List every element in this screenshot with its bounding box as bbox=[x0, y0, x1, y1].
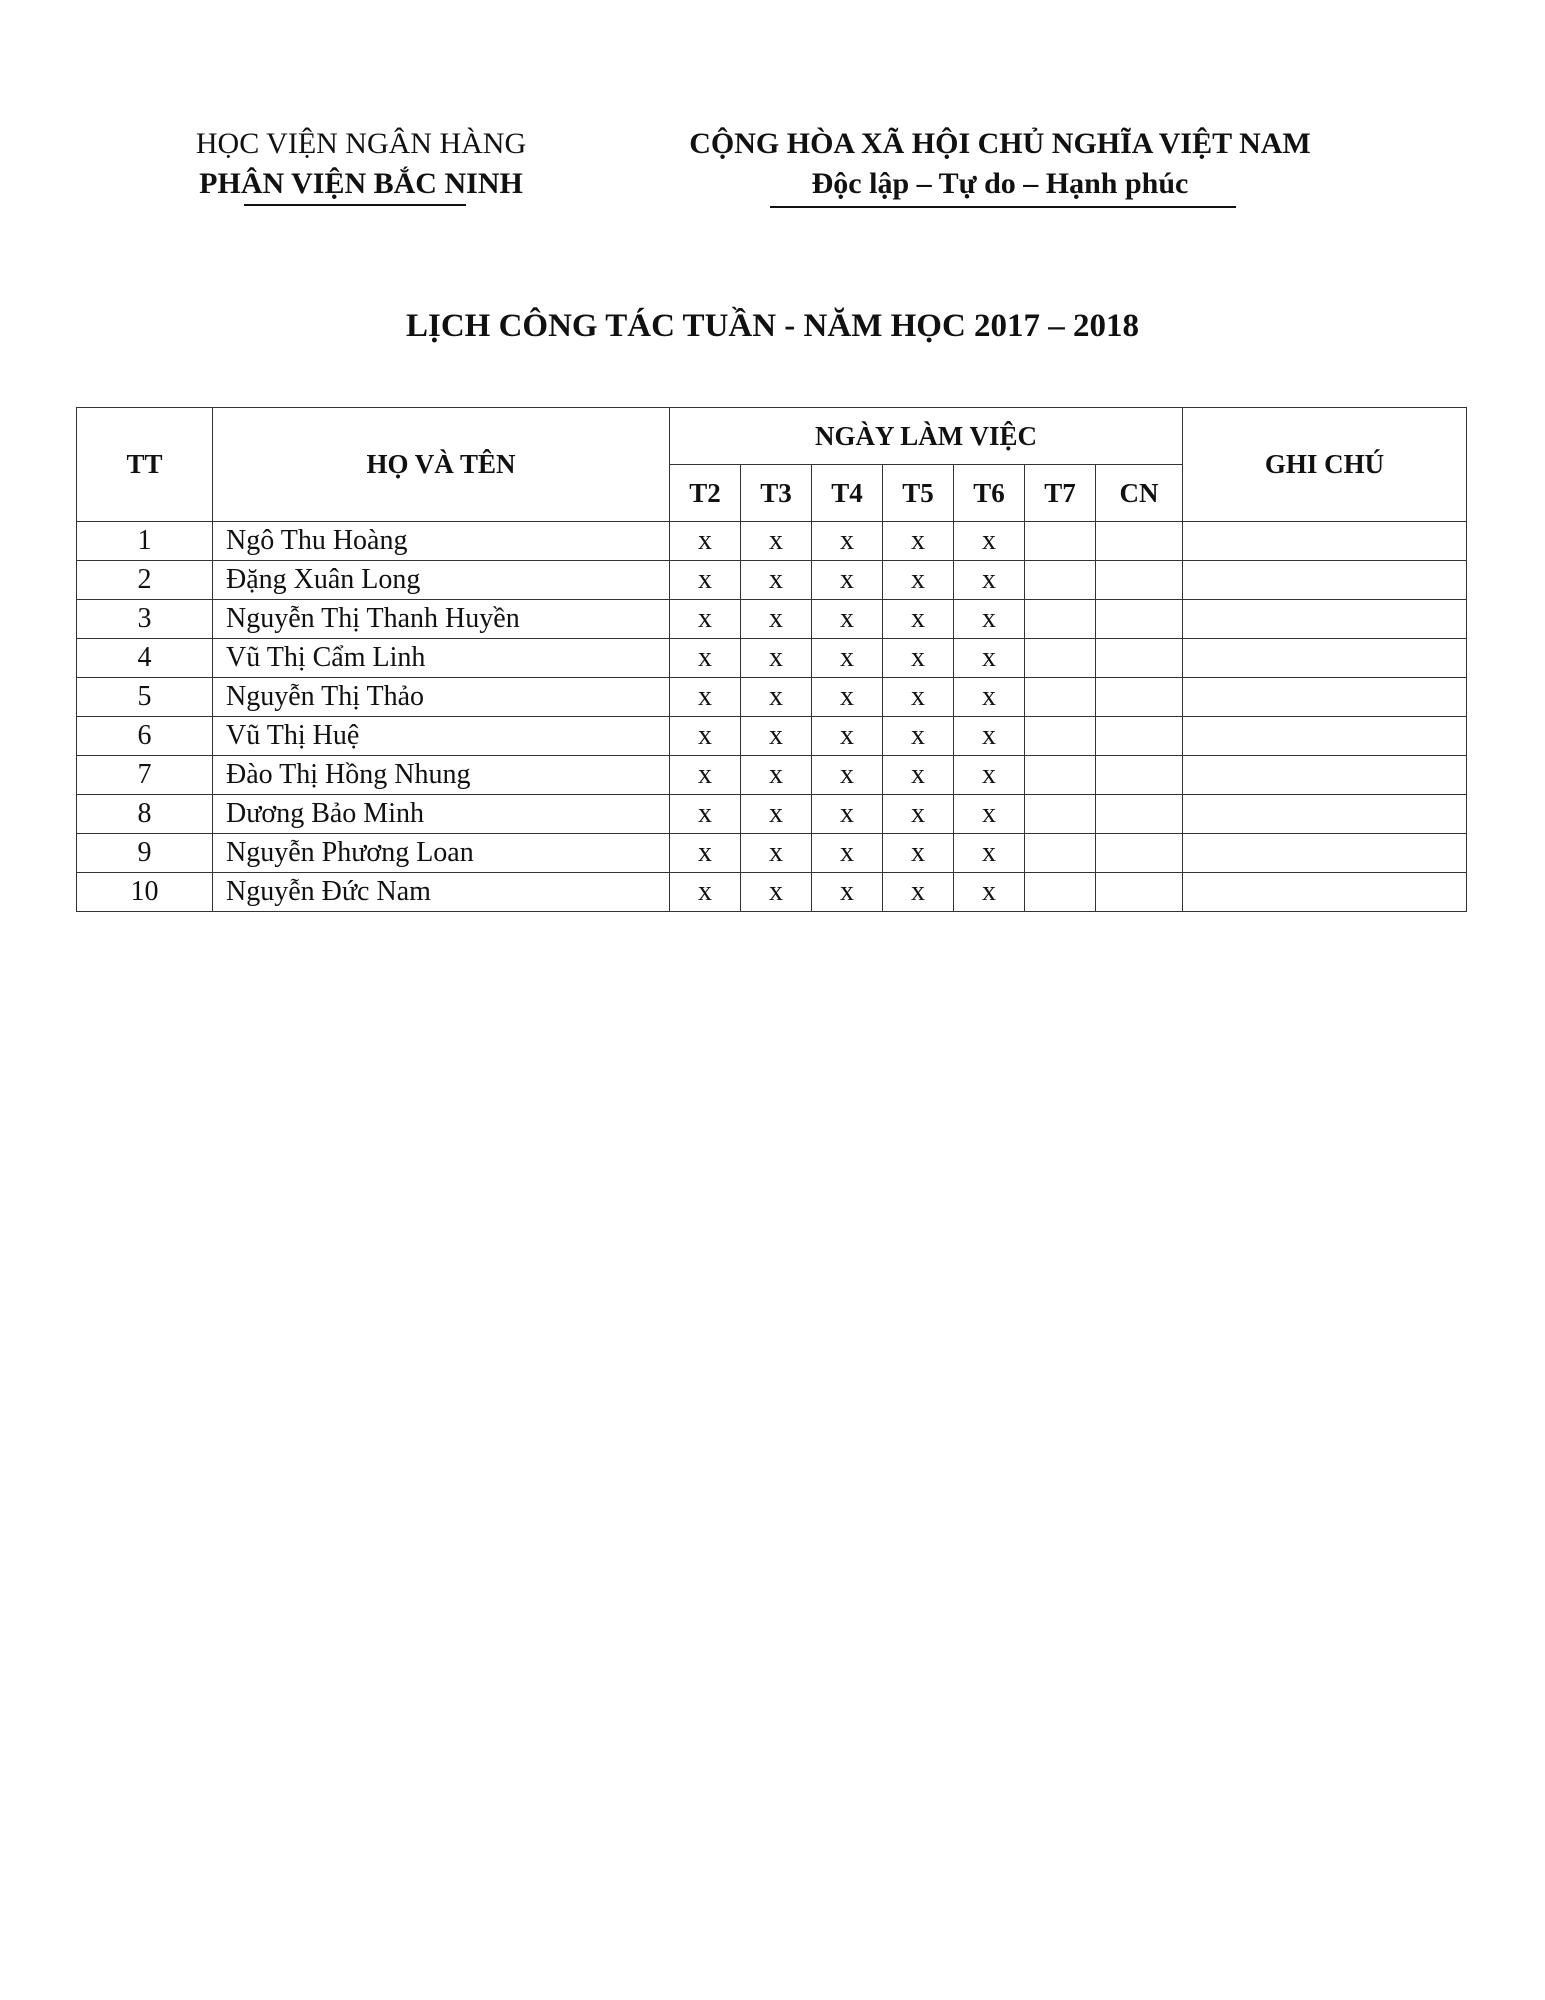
day-mark-t4: x bbox=[812, 600, 883, 639]
header-note: GHI CHÚ bbox=[1183, 408, 1467, 522]
table-row bbox=[77, 834, 1467, 873]
day-mark-cn bbox=[1096, 756, 1183, 795]
table-row bbox=[77, 561, 1467, 600]
day-mark-t7 bbox=[1025, 639, 1096, 678]
day-mark-t6: x bbox=[954, 522, 1025, 561]
day-mark-cn bbox=[1096, 834, 1183, 873]
row-number: 1 bbox=[77, 522, 213, 561]
day-mark-t4: x bbox=[812, 678, 883, 717]
header-day-t6: T6 bbox=[954, 465, 1025, 522]
day-mark-t3: x bbox=[741, 756, 812, 795]
header-day-t5: T5 bbox=[883, 465, 954, 522]
motto-underline bbox=[770, 206, 1236, 208]
day-mark-t7 bbox=[1025, 561, 1096, 600]
row-number: 9 bbox=[77, 834, 213, 873]
table-row bbox=[77, 756, 1467, 795]
day-mark-t2: x bbox=[670, 678, 741, 717]
branch-name: PHÂN VIỆN BẮC NINH bbox=[199, 167, 523, 200]
row-name: Vũ Thị Huệ bbox=[213, 717, 670, 756]
day-mark-t2: x bbox=[670, 834, 741, 873]
header-day-t2: T2 bbox=[670, 465, 741, 522]
day-mark-t2: x bbox=[670, 522, 741, 561]
day-mark-t6: x bbox=[954, 873, 1025, 912]
day-mark-cn bbox=[1096, 600, 1183, 639]
row-note bbox=[1183, 600, 1467, 639]
day-mark-t6: x bbox=[954, 678, 1025, 717]
day-mark-t2: x bbox=[670, 717, 741, 756]
row-note bbox=[1183, 873, 1467, 912]
day-mark-t7 bbox=[1025, 795, 1096, 834]
row-number: 4 bbox=[77, 639, 213, 678]
day-mark-cn bbox=[1096, 678, 1183, 717]
row-note bbox=[1183, 795, 1467, 834]
day-mark-t2: x bbox=[670, 756, 741, 795]
day-mark-t3: x bbox=[741, 600, 812, 639]
day-mark-cn bbox=[1096, 717, 1183, 756]
day-mark-t5: x bbox=[883, 561, 954, 600]
day-mark-t2: x bbox=[670, 600, 741, 639]
day-mark-t5: x bbox=[883, 717, 954, 756]
row-number: 6 bbox=[77, 717, 213, 756]
day-mark-t3: x bbox=[741, 522, 812, 561]
row-name: Dương Bảo Minh bbox=[213, 795, 670, 834]
row-note bbox=[1183, 522, 1467, 561]
row-note bbox=[1183, 561, 1467, 600]
day-mark-t4: x bbox=[812, 561, 883, 600]
row-name: Nguyễn Thị Thanh Huyền bbox=[213, 600, 670, 639]
day-mark-t2: x bbox=[670, 795, 741, 834]
day-mark-t2: x bbox=[670, 561, 741, 600]
day-mark-t5: x bbox=[883, 795, 954, 834]
day-mark-t7 bbox=[1025, 678, 1096, 717]
day-mark-t4: x bbox=[812, 639, 883, 678]
row-number: 3 bbox=[77, 600, 213, 639]
national-header bbox=[650, 124, 1350, 204]
header-day-t4: T4 bbox=[812, 465, 883, 522]
day-mark-t7 bbox=[1025, 873, 1096, 912]
day-mark-t6: x bbox=[954, 600, 1025, 639]
day-mark-cn bbox=[1096, 873, 1183, 912]
table-row bbox=[77, 600, 1467, 639]
day-mark-cn bbox=[1096, 522, 1183, 561]
day-mark-t6: x bbox=[954, 639, 1025, 678]
row-name: Ngô Thu Hoàng bbox=[213, 522, 670, 561]
day-mark-t6: x bbox=[954, 756, 1025, 795]
day-mark-t6: x bbox=[954, 561, 1025, 600]
header-tt: TT bbox=[77, 408, 213, 522]
day-mark-t5: x bbox=[883, 639, 954, 678]
day-mark-t4: x bbox=[812, 522, 883, 561]
row-number: 7 bbox=[77, 756, 213, 795]
table-row bbox=[77, 873, 1467, 912]
day-mark-t3: x bbox=[741, 717, 812, 756]
day-mark-t7 bbox=[1025, 717, 1096, 756]
national-motto: Độc lập – Tự do – Hạnh phúc bbox=[811, 167, 1189, 200]
institution-name: HỌC VIỆN NGÂN HÀNG bbox=[195, 127, 527, 160]
national-title: CỘNG HÒA XÃ HỘI CHỦ NGHĨA VIỆT NAM bbox=[689, 127, 1311, 160]
branch-underline bbox=[244, 204, 466, 206]
day-mark-t3: x bbox=[741, 561, 812, 600]
row-number: 2 bbox=[77, 561, 213, 600]
day-mark-t3: x bbox=[741, 795, 812, 834]
row-number: 8 bbox=[77, 795, 213, 834]
institution-header bbox=[176, 124, 546, 204]
day-mark-t5: x bbox=[883, 873, 954, 912]
header-workdays: NGÀY LÀM VIỆC bbox=[670, 408, 1183, 465]
row-note bbox=[1183, 639, 1467, 678]
day-mark-t5: x bbox=[883, 522, 954, 561]
day-mark-t3: x bbox=[741, 873, 812, 912]
row-note bbox=[1183, 834, 1467, 873]
day-mark-t5: x bbox=[883, 756, 954, 795]
day-mark-t5: x bbox=[883, 600, 954, 639]
row-number: 5 bbox=[77, 678, 213, 717]
day-mark-t3: x bbox=[741, 678, 812, 717]
day-mark-t6: x bbox=[954, 717, 1025, 756]
day-mark-cn bbox=[1096, 639, 1183, 678]
day-mark-t6: x bbox=[954, 795, 1025, 834]
day-mark-cn bbox=[1096, 795, 1183, 834]
row-number: 10 bbox=[77, 873, 213, 912]
row-name: Đào Thị Hồng Nhung bbox=[213, 756, 670, 795]
day-mark-t6: x bbox=[954, 834, 1025, 873]
header-day-t3: T3 bbox=[741, 465, 812, 522]
day-mark-t7 bbox=[1025, 522, 1096, 561]
day-mark-t4: x bbox=[812, 834, 883, 873]
day-mark-t4: x bbox=[812, 873, 883, 912]
day-mark-t4: x bbox=[812, 756, 883, 795]
row-note bbox=[1183, 717, 1467, 756]
day-mark-t4: x bbox=[812, 795, 883, 834]
header-day-t7: T7 bbox=[1025, 465, 1096, 522]
table-row bbox=[77, 639, 1467, 678]
table-row bbox=[77, 717, 1467, 756]
row-name: Đặng Xuân Long bbox=[213, 561, 670, 600]
day-mark-t5: x bbox=[883, 678, 954, 717]
header-name: HỌ VÀ TÊN bbox=[213, 408, 670, 522]
row-name: Nguyễn Đức Nam bbox=[213, 873, 670, 912]
day-mark-t7 bbox=[1025, 600, 1096, 639]
row-note bbox=[1183, 756, 1467, 795]
day-mark-t3: x bbox=[741, 639, 812, 678]
day-mark-t2: x bbox=[670, 639, 741, 678]
table-row bbox=[77, 795, 1467, 834]
header-day-cn: CN bbox=[1096, 465, 1183, 522]
row-name: Nguyễn Thị Thảo bbox=[213, 678, 670, 717]
day-mark-t7 bbox=[1025, 756, 1096, 795]
row-name: Nguyễn Phương Loan bbox=[213, 834, 670, 873]
table-row bbox=[77, 678, 1467, 717]
day-mark-cn bbox=[1096, 561, 1183, 600]
document-title: LỊCH CÔNG TÁC TUẦN - NĂM HỌC 2017 – 2018 bbox=[405, 308, 1140, 344]
day-mark-t4: x bbox=[812, 717, 883, 756]
day-mark-t5: x bbox=[883, 834, 954, 873]
day-mark-t3: x bbox=[741, 834, 812, 873]
table-body bbox=[77, 522, 1467, 912]
row-name: Vũ Thị Cẩm Linh bbox=[213, 639, 670, 678]
schedule-table bbox=[76, 407, 1467, 912]
table-row bbox=[77, 522, 1467, 561]
day-mark-t2: x bbox=[670, 873, 741, 912]
day-mark-t7 bbox=[1025, 834, 1096, 873]
row-note bbox=[1183, 678, 1467, 717]
